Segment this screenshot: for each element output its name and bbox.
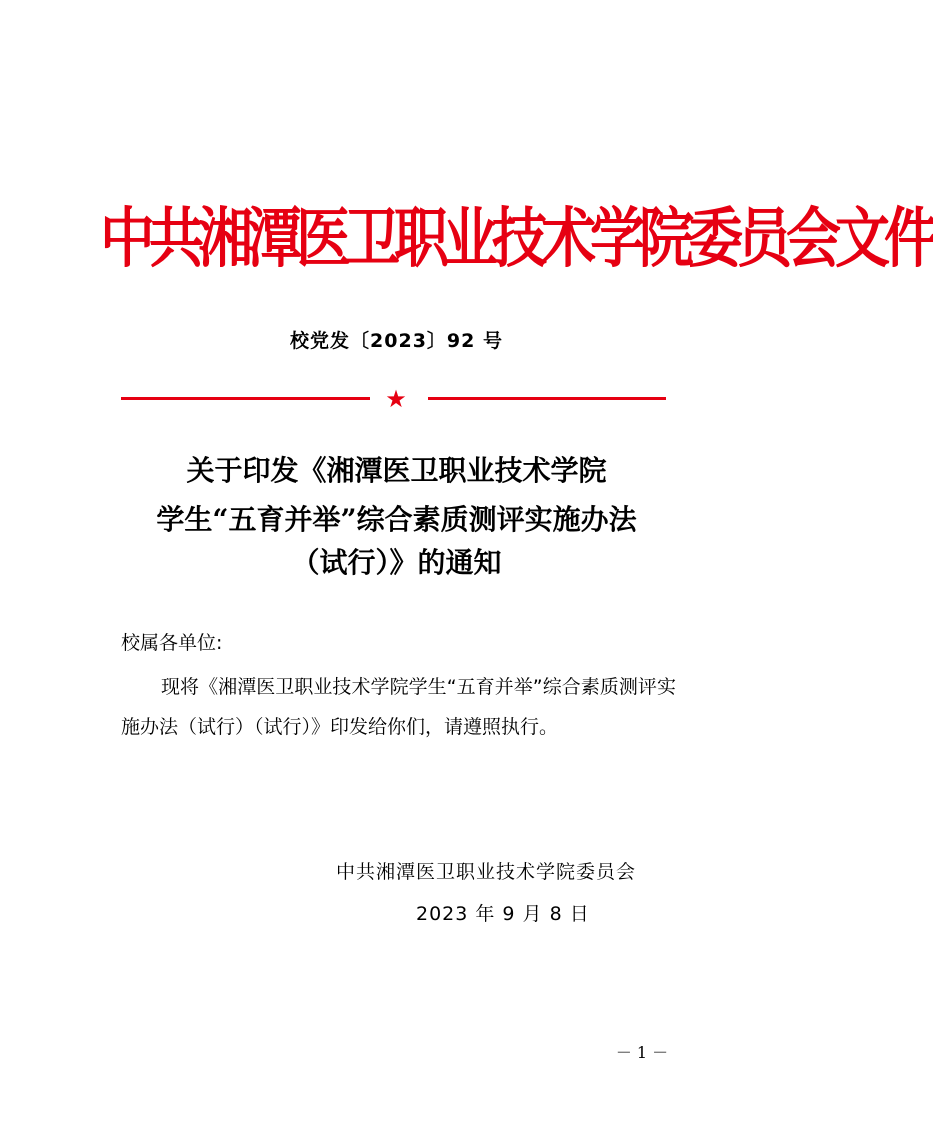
body-paragraph: 现将《湘潭医卫职业技术学院学生“五育并举”综合素质测评实施办法（试行）（试行）》印发给你们，请遵照执行。 — [121, 676, 676, 738]
issuer-signature: 中共湘潭医卫职业技术学院委员会 — [336, 861, 637, 883]
notice-title-line-2: 学生“五育并举”综合素质测评实施办法 — [156, 503, 637, 536]
star-icon: ★ — [385, 385, 407, 413]
red-divider-left — [121, 397, 370, 400]
page-number: － 1 － — [615, 1043, 669, 1062]
notice-title-line-3: （试行）》的通知 — [291, 546, 502, 579]
issue-date: 2023 年 9 月 8 日 — [416, 903, 590, 925]
document-number: 校党发〔2023〕92 号 — [290, 330, 503, 352]
notice-title-line-1: 关于印发《湘潭医卫职业技术学院 — [186, 454, 607, 487]
red-divider-right — [428, 397, 666, 400]
masthead-title: 中共湘潭医卫职业技术学院委员会文件 — [100, 199, 933, 276]
salutation: 校属各单位: — [121, 632, 223, 654]
